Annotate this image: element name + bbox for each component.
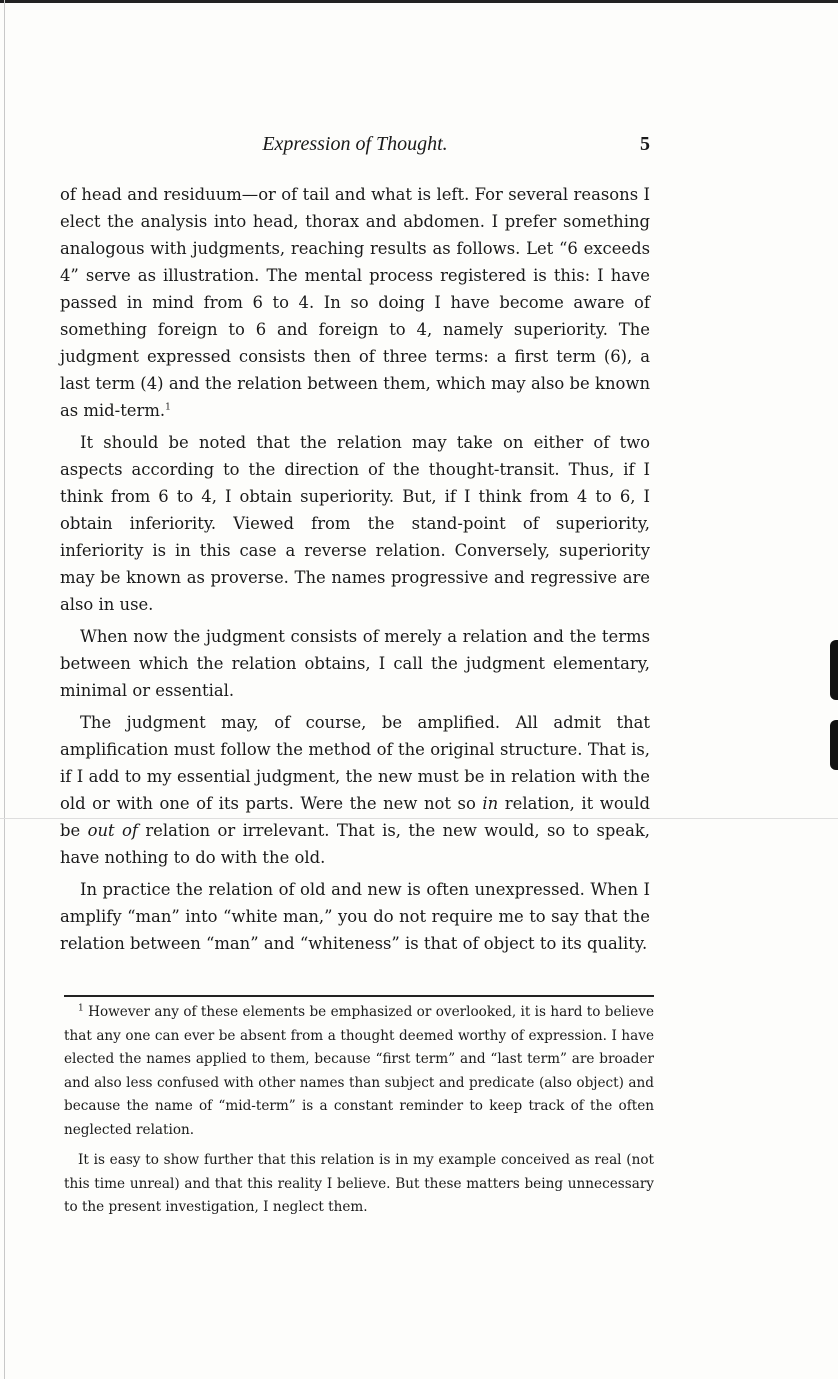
- running-title: Expression of Thought.: [262, 133, 448, 155]
- scan-edge-mark-lower: [830, 720, 838, 770]
- italic-in: in: [482, 794, 499, 813]
- paragraph-4-text: The judgment may, of course, be amplified. All admit that amplification must follow the method of the original structure. That is, if I add to my essential judgment, the new must be in relation with the old or with one of its parts. Were the new not so: [60, 713, 650, 813]
- footnote-rule: [64, 995, 654, 997]
- scan-top-border: [0, 0, 838, 3]
- scan-edge-mark-upper: [830, 640, 838, 700]
- footnote-marker-1: 1: [78, 1003, 84, 1014]
- footnote-1: [64, 1001, 654, 1142]
- footnote-1-text: However any of these elements be emphasized or overlooked, it is hard to believe that any one can ever be absent from a thought deemed worthy of expression. I have elected the names applied to them, because “first term” and “last term” are broader and also less confused with other names than subject and predicate (also object) and because the name of “mid-term” is a constant reminder to keep track of the often neglected relation.: [64, 1004, 655, 1138]
- italic-out-of: out of: [87, 821, 138, 840]
- paragraph-1-text: of head and residuum—or of tail and what is left. For several reasons I elect the analysis into head, thorax and abdomen. I prefer something analogous with judgments, reaching results as follows. Let “6 exceeds 4” serve as illustration. The mental process registered is this: I have passed in mind from 6 to 4. In so doing I have become aware of something foreign to 6 and foreign to 4, namely superiority. The judgment expressed consists then of three terms: a first term (6), a last term (4) and the relation between them, which may also be known as mid-term.: [60, 185, 650, 420]
- paragraph-4-mid: relation, it would be: [60, 794, 650, 840]
- page-number: 5: [640, 133, 650, 155]
- footnotes: [64, 1001, 654, 1227]
- scan-page-edge: [4, 0, 5, 1379]
- paragraph-2: It should be noted that the relation may take on either of two aspects according to the direction of the thought-transit. Thus, if I think from 6 to 4, I obtain superiority. But, if I think from 4 to 6, I obtain inferiority. Viewed from the stand-point of superiority, inferiority is in this case a reverse relation. Conversely, superiority may be known as proverse. The names progressive and regressive are also in use.: [60, 433, 650, 614]
- footnote-2: It is easy to show further that this relation is in my example conceived as real (not this time unreal) and that this reality I believe. But these matters being unnecessary to the present investigation, I neglect them.: [64, 1152, 654, 1215]
- footnote-ref-1: 1: [165, 402, 171, 413]
- paragraph-1: [60, 181, 650, 424]
- paragraph-4: [60, 709, 650, 871]
- paragraph-5: In practice the relation of old and new is often unexpressed. When I amplify “man” into “white man,” you do not require me to say that the relation between “man” and “whiteness” is that of object to its quality.: [60, 880, 650, 953]
- running-header: [60, 133, 650, 159]
- paragraph-3: When now the judgment consists of merely a relation and the terms between which the relation obtains, I call the judgment elementary, minimal or essential.: [60, 627, 650, 700]
- body-text: [60, 181, 650, 957]
- paragraph-4-end: relation or irrelevant. That is, the new would, so to speak, have nothing to do with the old.: [60, 821, 651, 867]
